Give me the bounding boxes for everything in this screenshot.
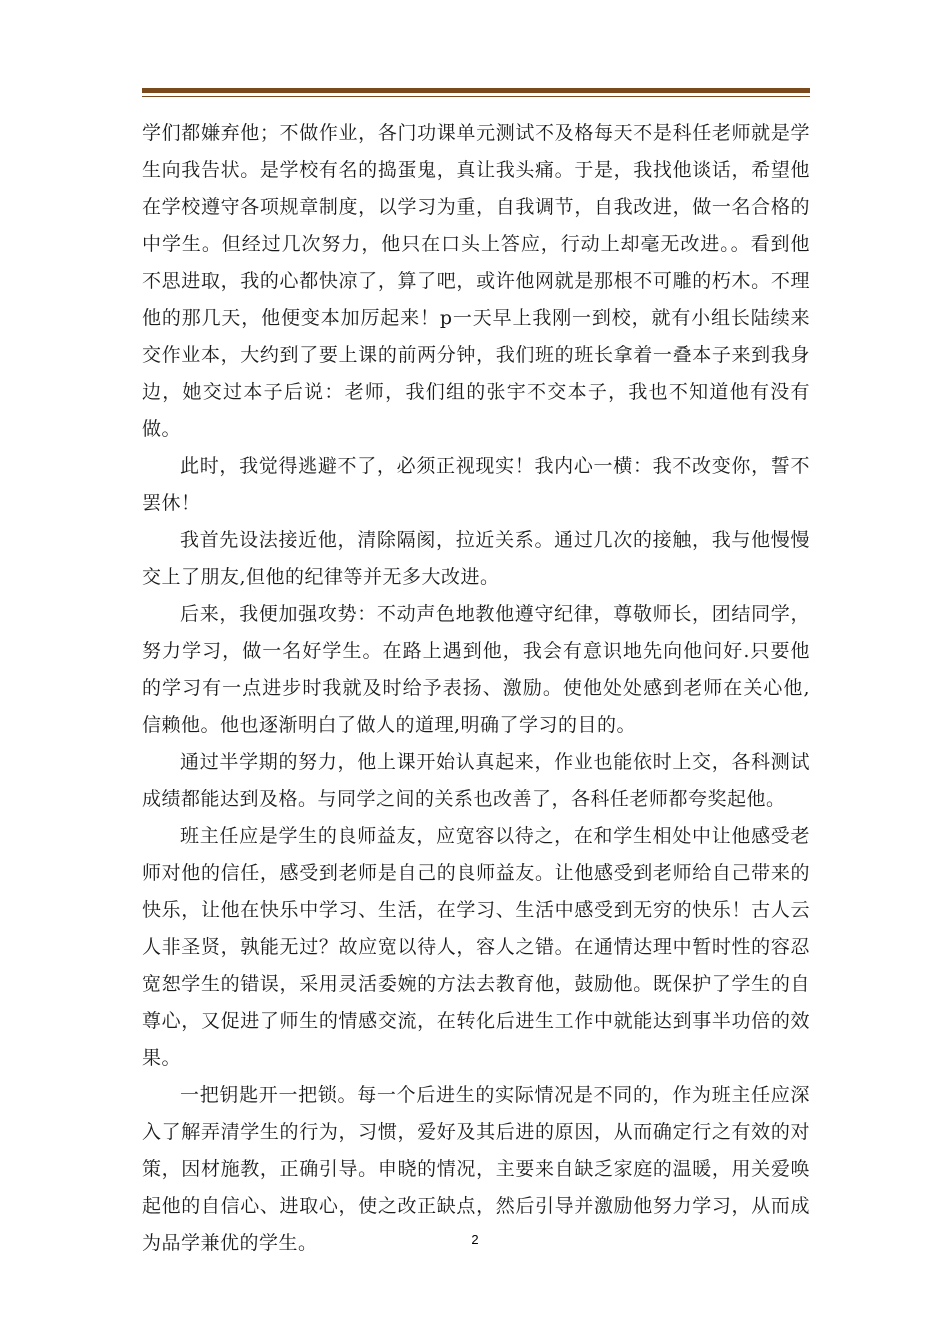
paragraph: 后来，我便加强攻势：不动声色地教他遵守纪律，尊敬师长，团结同学，努力学习，做一名好学生。在路上遇到他，我会有意识地先向他问好.只要他的学习有一点进步时我就及时给予表扬、激励。使他处处感到老师在关心他,信赖他。他也逐渐明白了做人的道理,明确了学习的目的。 (142, 603, 810, 736)
document-body (142, 115, 810, 1262)
paragraph: 学们都嫌弃他；不做作业，各门功课单元测试不及格每天不是科任老师就是学生向我告状。是学校有名的捣蛋鬼，真让我头痛。于是，我找他谈话，希望他在学校遵守各项规章制度，以学习为重，自我调节，自我改进，做一名合格的中学生。但经过几次努力，他只在口头上答应，行动上却毫无改进。。看到他不思进取，我的心都快凉了，算了吧，或许他网就是那根不可雕的朽木。不理他的那几天，他便变本加厉起来！p一天早上我刚一到校，就有小组长陆续来交作业本，大约到了要上课的前两分钟，我们班的班长拿着一叠本子来到我身边，她交过本子后说：老师，我们组的张宇不交本子，我也不知道他有没有做。 (142, 122, 810, 440)
header-rule-thick (142, 88, 810, 93)
page-number: 2 (471, 1232, 479, 1247)
paragraph: 通过半学期的努力，他上课开始认真起来，作业也能依时上交，各科测试成绩都能达到及格。与同学之间的关系也改善了，各科任老师都夸奖起他。 (142, 751, 810, 810)
paragraph: 我首先设法接近他，清除隔阂，拉近关系。通过几次的接触，我与他慢慢交上了朋友,但他的纪律等并无多大改进。 (142, 529, 810, 588)
paragraph: 此时，我觉得逃避不了，必须正视现实！我内心一横：我不改变你，誓不罢休！ (142, 455, 810, 514)
paragraph: 班主任应是学生的良师益友，应宽容以待之，在和学生相处中让他感受老师对他的信任，感受到老师是自己的良师益友。让他感受到老师给自己带来的快乐，让他在快乐中学习、生活，在学习、生活中感受到无穷的快乐！古人云人非圣贤，孰能无过？故应宽以待人，容人之错。在通情达理中暂时性的容忍宽恕学生的错误，采用灵活委婉的方法去教育他，鼓励他。既保护了学生的自尊心，又促进了师生的情感交流，在转化后进生工作中就能达到事半功倍的效果。 (142, 825, 810, 1069)
header-rule-thin (142, 96, 810, 97)
paragraph: 一把钥匙开一把锁。每一个后进生的实际情况是不同的，作为班主任应深入了解弄清学生的行为，习惯，爱好及其后进的原因，从而确定行之有效的对策，因材施教，正确引导。申晓的情况，主要来自缺乏家庭的温暖，用关爱唤起他的自信心、进取心，使之改正缺点，然后引导并激励他努力学习，从而成为品学兼优的学生。 (142, 1084, 810, 1254)
